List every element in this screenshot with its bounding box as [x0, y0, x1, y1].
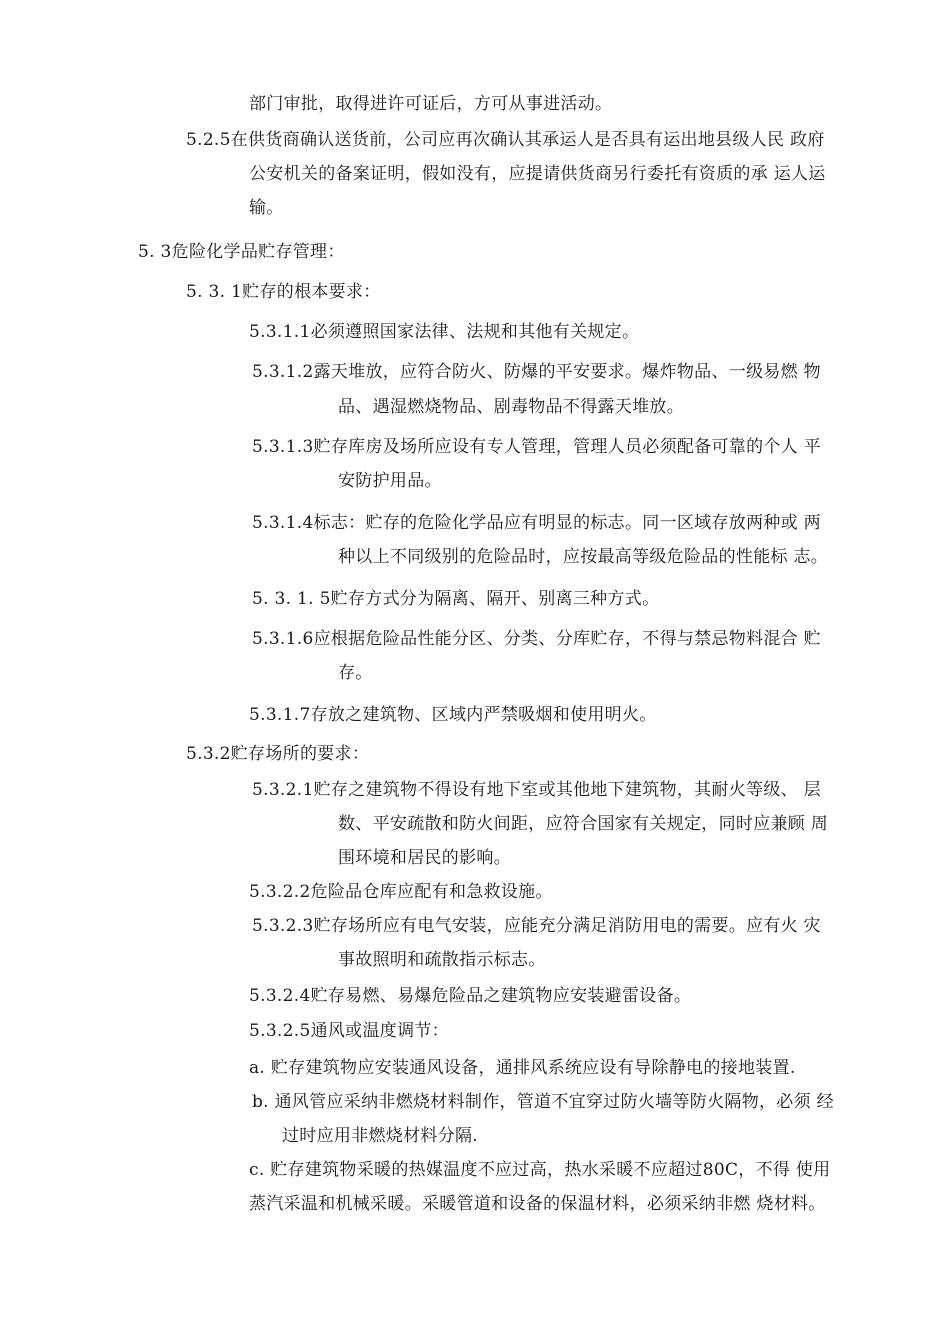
clause-5-3-2-2: 5.3.2.2危险品仓库应配有和急救设施。 [249, 882, 553, 902]
text-line: 输。 [249, 198, 284, 218]
text-line: 围环境和居民的影响。 [338, 848, 511, 868]
section-heading-5-3: 5. 3危险化学品贮存管理： [138, 242, 345, 262]
text-line: 品、遇湿燃烧物品、剧毒物品不得露天堆放。 [338, 397, 684, 417]
text-line: 公安机关的备案证明，假如没有，应提请供货商另行委托有资质的承 运人运 [249, 164, 826, 184]
clause-5-3-1-5: 5. 3. 1. 5贮存方式分为隔离、隔开、别离三种方式。 [252, 589, 660, 609]
text-line: 种以上不同级别的危险品时，应按最高等级危险品的性能标 志。 [338, 547, 829, 567]
text-line: 过时应用非燃烧材料分隔. [282, 1126, 479, 1146]
text-line: 部门审批，取得进许可证后，方可从事进活动。 [249, 94, 613, 114]
text-line: 数、平安疏散和防火间距，应符合国家有关规定，同时应兼顾 周 [338, 814, 829, 834]
clause-5-3-2-3: 5.3.2.3贮存场所应有电气安装，应能充分满足消防用电的需要。应有火 灾 [252, 916, 821, 936]
clause-5-3-1-7: 5.3.1.7存放之建筑物、区域内严禁吸烟和使用明火。 [249, 705, 657, 725]
list-item-a: a. 贮存建筑物应安装通风设备，通排风系统应设有导除静电的接地装置. [249, 1058, 796, 1078]
list-item-b: b. 通风管应采纳非燃烧材料制作，管道不宜穿过防火墙等防火隔物，必须 经 [252, 1092, 834, 1112]
clause-5-3-1-6: 5.3.1.6应根据危险品性能分区、分类、分库贮存，不得与禁忌物料混合 贮 [252, 629, 821, 649]
clause-5-3-1-1: 5.3.1.1必须遵照国家法律、法规和其他有关规定。 [249, 322, 640, 342]
text-line: 存。 [338, 663, 373, 683]
subsection-heading-5-3-1: 5. 3. 1贮存的根本要求： [186, 282, 381, 302]
clause-5-3-2-5: 5.3.2.5通风或温度调节： [249, 1021, 449, 1041]
text-line: 安防护用品。 [338, 471, 442, 491]
text-line: 事故照明和疏散指示标志。 [338, 950, 546, 970]
list-item-c: c. 贮存建筑物采暖的热媒温度不应过高，热水采暖不应超过80C，不得 使用 [249, 1160, 831, 1180]
clause-5-3-2-4: 5.3.2.4贮存易燃、易爆危险品之建筑物应安装避雷设备。 [249, 986, 692, 1006]
subsection-heading-5-3-2: 5.3.2贮存场所的要求： [186, 744, 370, 764]
clause-5-3-1-2: 5.3.1.2露天堆放，应符合防火、防爆的平安要求。爆炸物品、一级易燃 物 [252, 362, 821, 382]
text-line: 蒸汽采温和机械采暖。采暖管道和设备的保温材料，必须采纳非燃 烧材料。 [249, 1194, 826, 1214]
clause-5-3-2-1: 5.3.2.1贮存之建筑物不得设有地下室或其他地下建筑物，其耐火等级、 层 [252, 780, 821, 800]
clause-5-2-5: 5.2.5在供货商确认送货前，公司应再次确认其承运人是否具有运出地县级人民 政府 [186, 130, 825, 150]
clause-5-3-1-3: 5.3.1.3贮存库房及场所应设有专人管理，管理人员必须配备可靠的个人 平 [252, 437, 821, 457]
clause-5-3-1-4: 5.3.1.4标志：贮存的危险化学品应有明显的标志。同一区域存放两种或 两 [252, 513, 821, 533]
